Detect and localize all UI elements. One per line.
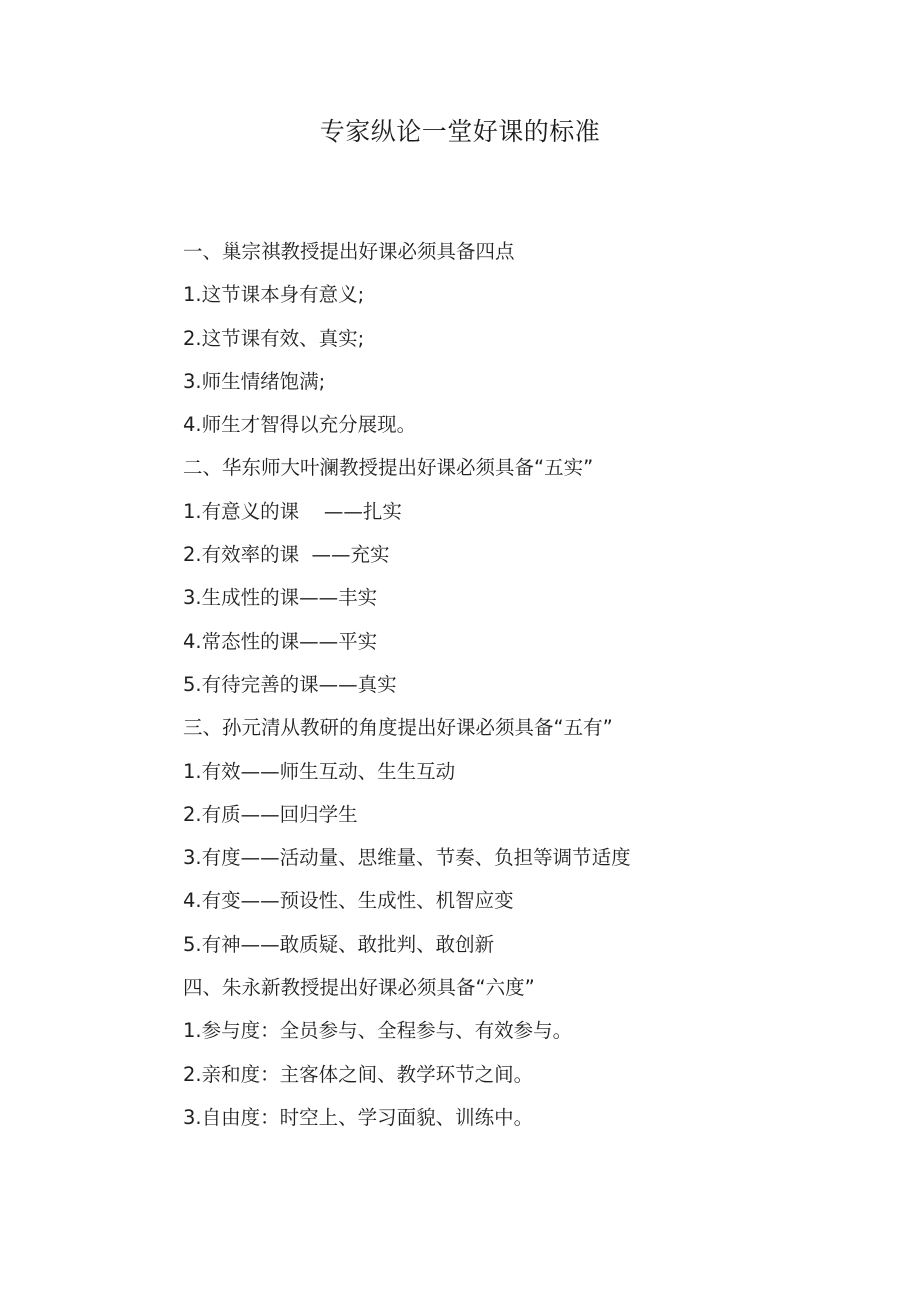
list-item: 2.有效率的课 ——充实	[183, 543, 390, 567]
list-item: 5.有神——敢质疑、敢批判、敢创新	[183, 932, 495, 956]
list-item: 3.自由度：时空上、学习面貌、训练中。	[183, 1105, 534, 1129]
list-item: 4.师生才智得以充分展现。	[183, 413, 417, 437]
list-item: 2.这节课有效、真实;	[183, 326, 365, 350]
section-heading-1: 一、巢宗祺教授提出好课必须具备四点	[183, 240, 515, 263]
document-body	[183, 230, 883, 1139]
list-item: 4.常态性的课——平实	[183, 629, 378, 653]
list-item: 1.有意义的课 ——扎实	[183, 499, 402, 523]
list-item: 1.有效——师生互动、生生互动	[183, 759, 456, 783]
list-item: 2.有质——回归学生	[183, 802, 358, 826]
document-title: 专家纵论一堂好课的标准	[319, 117, 601, 146]
list-item: 3.有度——活动量、思维量、节奏、负担等调节适度	[183, 846, 631, 870]
list-item: 5.有待完善的课——真实	[183, 672, 397, 696]
list-item: 3.师生情绪饱满;	[183, 369, 326, 393]
section-heading-3: 三、孙元清从教研的角度提出好课必须具备“五有”	[183, 716, 613, 740]
section-heading-4: 四、朱永新教授提出好课必须具备“六度”	[183, 976, 535, 1000]
list-item: 4.有变——预设性、生成性、机智应变	[183, 889, 514, 913]
list-item: 1.这节课本身有意义;	[183, 283, 365, 307]
list-item: 1.参与度：全员参与、全程参与、有效参与。	[183, 1019, 573, 1043]
section-heading-2: 二、华东师大叶澜教授提出好课必须具备“五实”	[183, 456, 594, 480]
list-item: 2.亲和度：主客体之间、教学环节之间。	[183, 1062, 534, 1086]
list-item: 3.生成性的课——丰实	[183, 586, 378, 610]
